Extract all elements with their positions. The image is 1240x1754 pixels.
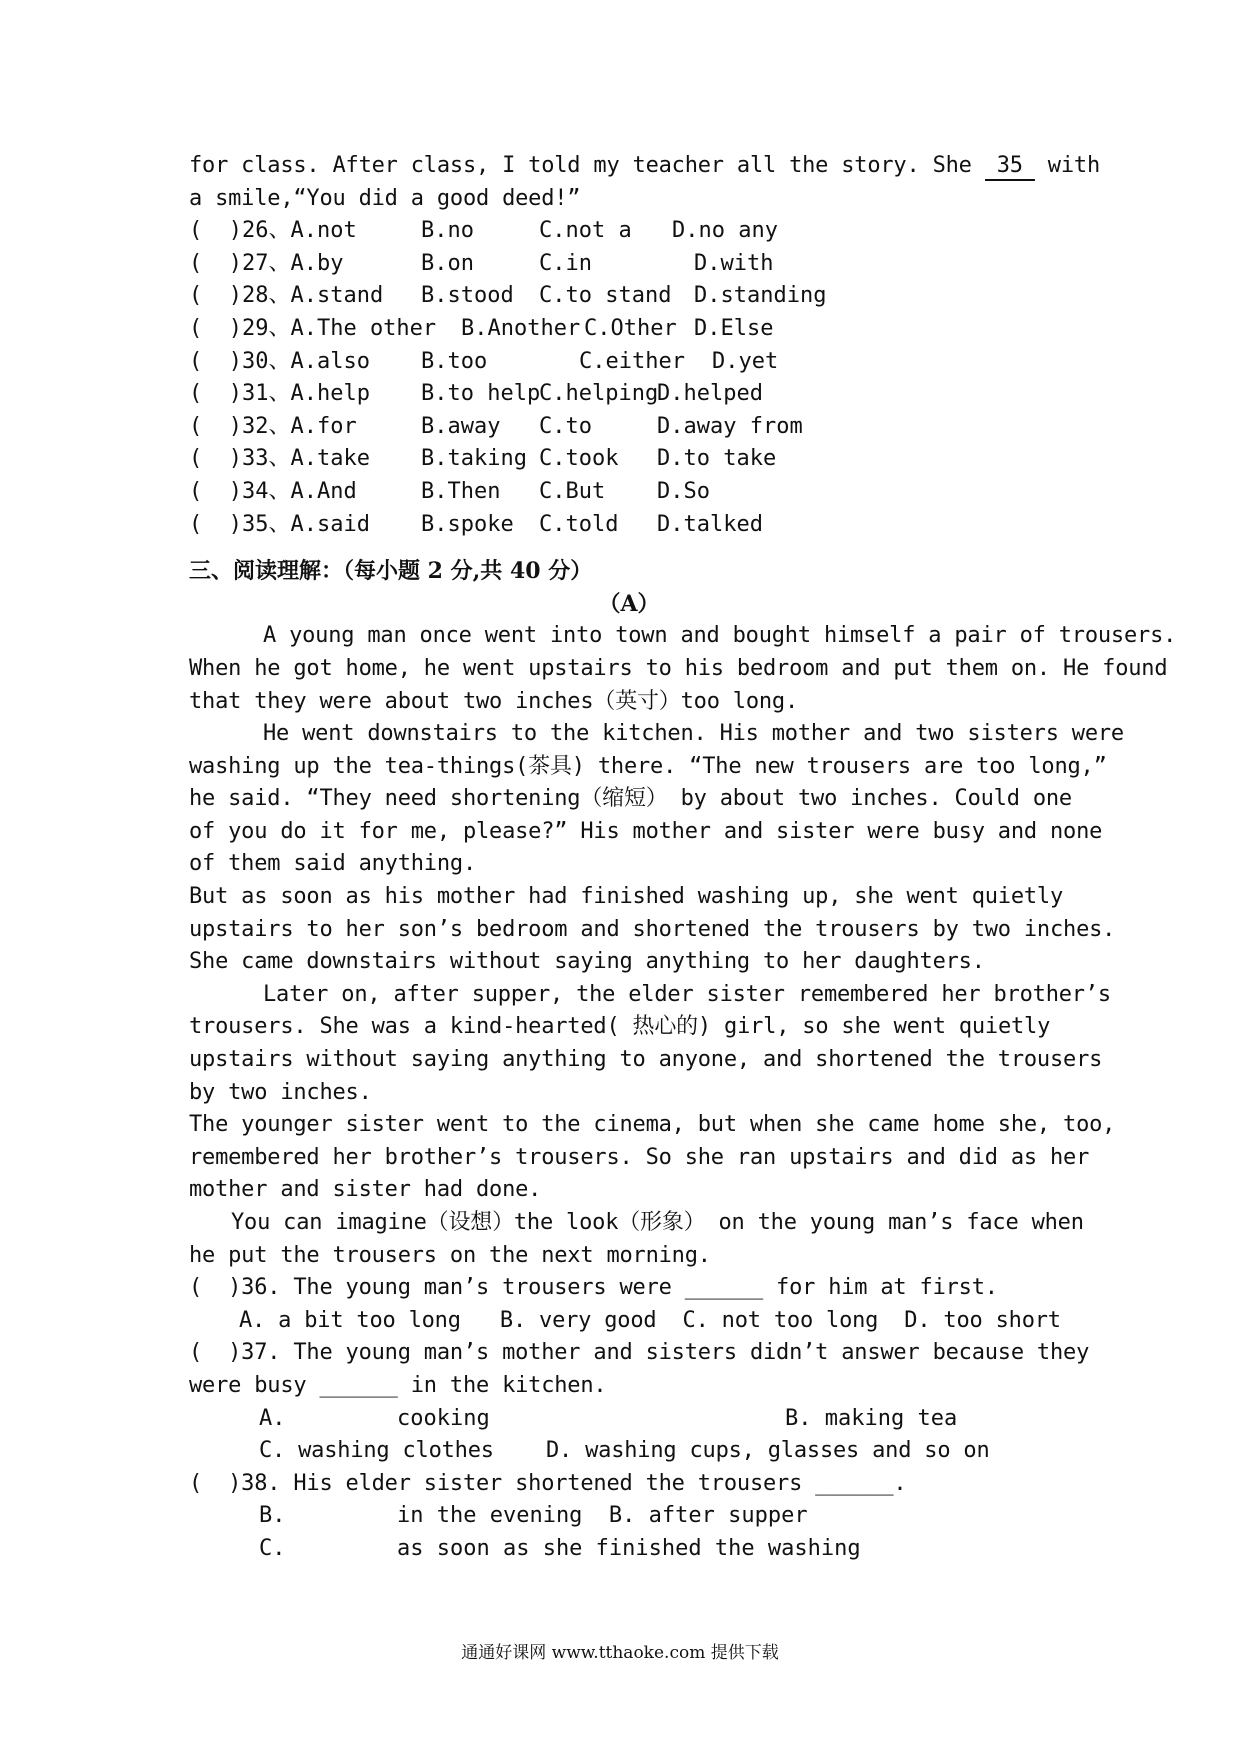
cloze-options [189,215,1069,541]
option-d: D.So [657,478,710,504]
intro-line-2: a smile,“You did a good deed!” [189,185,581,211]
option-b: B.spoke [421,511,514,537]
question-37-options-cd: C. washing clothes D. washing cups, glasses and so on [259,1438,990,1464]
passage-line: washing up the tea-things(茶具) there. “The new trousers are too long,” [189,753,1107,779]
option-d: D.no any [672,218,778,244]
option-d: D.Else [694,315,774,341]
document-page [189,150,1177,1566]
cloze-question-34 [189,476,1069,509]
option-b: B.Then [421,478,501,504]
option-text: in the evening B. after supper [397,1503,808,1529]
option-d: D.with [694,250,774,276]
option-c: C.told [539,511,619,537]
question-stem: ( )27、A.by [189,250,344,276]
section-heading: 三、阅读理解：（每小题 2 分,共 40 分） [189,558,593,585]
question-37: ( )37. The young man’s mother and sisters didn’t answer because they [189,1340,1090,1366]
passage-line: The younger sister went to the cinema, but when she came home she, too, [189,1112,1116,1138]
intro-text-end: with [1034,153,1100,178]
footer-source: 通通好课网 www.tthaoke.com 提供下载 [461,1643,779,1663]
question-38-options-1 [189,1500,1069,1533]
option-c: C.Other [584,315,677,341]
option-d: D.to take [657,446,777,472]
option-label: B. [259,1503,286,1529]
question-38: ( )38. His elder sister shortened the trousers ______. [189,1470,907,1496]
option-d: D.helped [657,381,763,407]
option-c: C.not a [539,218,632,244]
passage-line: of them said anything. [189,851,476,877]
passage-line: by two inches. [189,1079,372,1105]
option-c: C.to [539,413,592,439]
question-stem: ( )28、A.stand [189,283,384,309]
passage-line: upstairs without saying anything to anyone, and shortened the trousers [189,1047,1103,1073]
option-a-text: cooking [397,1405,490,1431]
cloze-question-35 [189,509,1069,542]
passage-line: that they were about two inches（英寸）too long. [189,688,799,714]
question-stem: ( )35、A.said [189,511,370,537]
intro-line-1 [189,150,1100,183]
passage-label: （A） [598,590,660,617]
reading-questions [189,1272,1090,1565]
option-c: C.to stand [539,283,672,309]
question-37-options-ab [189,1403,1069,1436]
option-d: D.talked [657,511,763,537]
passage-line: remembered her brother’s trousers. So she ran upstairs and did as her [189,1144,1090,1170]
passage-line: upstairs to her son’s bedroom and shortened the trousers by two inches. [189,916,1116,942]
option-b: B.no [421,218,474,244]
question-36-options: A. a bit too long B. very good C. not too long D. too short [239,1307,1061,1333]
cloze-question-30 [189,346,1069,379]
option-b: B.to help [421,381,541,407]
question-36: ( )36. The young man’s trousers were ______ for him at first. [189,1275,998,1301]
option-b: B.stood [421,283,514,309]
option-d: D.standing [694,283,827,309]
option-d: D.away from [657,413,803,439]
option-label: C. [259,1535,286,1561]
option-b: B.away [421,413,501,439]
cloze-question-31 [189,378,1069,411]
passage-line: But as soon as his mother had finished washing up, she went quietly [189,884,1064,910]
passage-line: When he got home, he went upstairs to his bedroom and put them on. He found [189,655,1168,681]
cloze-question-32 [189,411,1069,444]
intro-text: for class. After class, I told my teacher all the story. She [189,153,985,178]
cloze-question-27 [189,248,1069,281]
answer-blank-35: 35 [985,153,1035,181]
option-c: C.But [539,478,606,504]
option-b: B.too [421,348,488,374]
passage-line: he said. “They need shortening（缩短） by about two inches. Could one [189,786,1072,812]
option-b: B.Another [461,315,581,341]
passage-line: He went downstairs to the kitchen. His mother and two sisters were [263,721,1124,747]
reading-passage [189,620,1177,1272]
option-b: B.taking [421,446,527,472]
option-d: D.yet [712,348,779,374]
question-stem: ( )30、A.also [189,348,370,374]
option-a: A. [259,1405,286,1431]
option-c: C.in [539,250,592,276]
question-stem: ( )33、A.take [189,446,370,472]
passage-line: he put the trousers on the next morning. [189,1242,711,1268]
question-38-options-2 [189,1533,1069,1566]
cloze-question-26 [189,215,1069,248]
passage-line: You can imagine（设想）the look（形象） on the young man’s face when [231,1210,1084,1235]
cloze-question-33 [189,443,1069,476]
option-c: C.helping [539,381,659,407]
passage-line: mother and sister had done. [189,1177,542,1203]
passage-line: of you do it for me, please?” His mother and sister were busy and none [189,818,1103,844]
passage-line: A young man once went into town and bought himself a pair of trousers. [263,623,1177,649]
option-b: B.on [421,250,474,276]
question-stem: ( )31、A.help [189,381,370,407]
passage-line: Later on, after supper, the elder sister remembered her brother’s [263,981,1111,1007]
passage-line: trousers. She was a kind-hearted( 热心的) girl, so she went quietly [189,1014,1051,1040]
cloze-question-29 [189,313,1069,346]
option-b: B. making tea [785,1405,958,1431]
question-stem: ( )29、A.The other [189,315,437,341]
passage-line: She came downstairs without saying anything to her daughters. [189,949,985,975]
question-37-cont: were busy ______ in the kitchen. [189,1372,607,1398]
option-text: as soon as she finished the washing [397,1535,861,1561]
cloze-question-28 [189,280,1069,313]
option-c: C.either [579,348,685,374]
option-c: C.took [539,446,619,472]
question-stem: ( )32、A.for [189,413,357,439]
question-stem: ( )34、A.And [189,478,357,504]
question-stem: ( )26、A.not [189,218,357,244]
